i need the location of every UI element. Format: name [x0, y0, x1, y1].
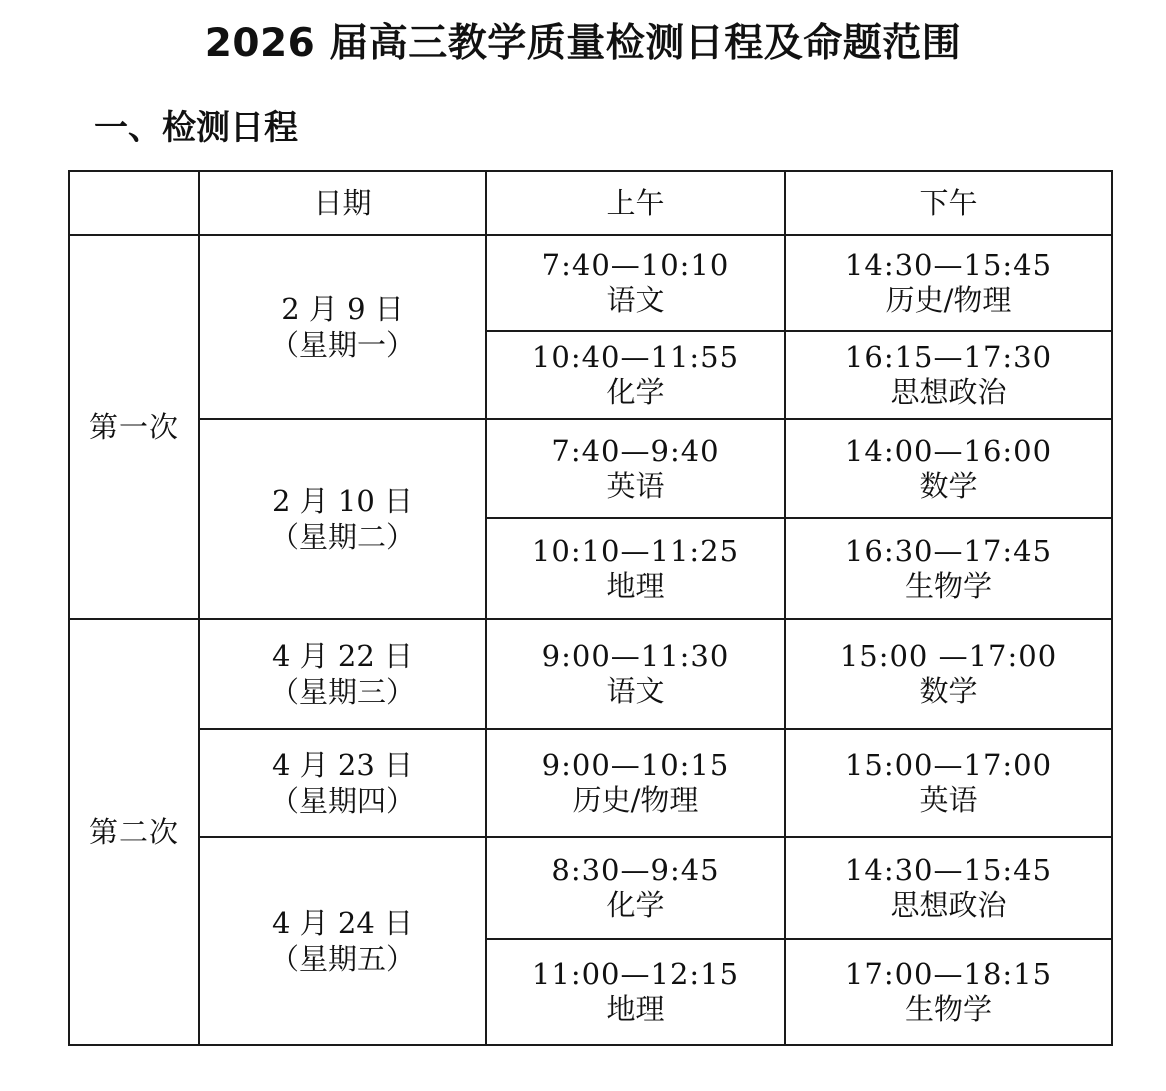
- table-header-row: [69, 171, 1112, 235]
- round-label: 第一次: [88, 409, 179, 444]
- session-subject: 英语: [919, 783, 978, 817]
- afternoon-cell: [785, 837, 1112, 939]
- weekday-text: （星期三）: [269, 674, 415, 709]
- date-cell: [199, 419, 486, 619]
- session-subject: 数学: [919, 674, 978, 708]
- header-date: 日期: [199, 171, 486, 235]
- date-text: 2 月 10 日: [271, 483, 413, 518]
- session-time: 16:30—17:45: [844, 533, 1053, 568]
- table-row: [69, 729, 1112, 837]
- table-row: [69, 419, 1112, 518]
- morning-cell: [486, 518, 785, 619]
- morning-cell: [486, 419, 785, 518]
- session-subject: 语文: [606, 283, 665, 317]
- table-row: [69, 619, 1112, 729]
- afternoon-cell: [785, 235, 1112, 331]
- session-time: 14:00—16:00: [844, 433, 1053, 468]
- session-time: 17:00—18:15: [844, 957, 1053, 991]
- afternoon-cell: [785, 518, 1112, 619]
- table-row: [69, 235, 1112, 331]
- date-text: 4 月 22 日: [271, 638, 413, 673]
- session-subject: 地理: [606, 568, 665, 603]
- session-time: 14:30—15:45: [844, 853, 1053, 887]
- session-time: 15:00—17:00: [844, 748, 1053, 782]
- session-subject: 语文: [606, 674, 665, 708]
- session-subject: 思想政治: [890, 888, 1007, 922]
- morning-cell: [486, 837, 785, 939]
- session-subject: 地理: [606, 992, 665, 1026]
- date-text: 4 月 24 日: [271, 905, 413, 940]
- date-cell: [199, 729, 486, 837]
- afternoon-cell: [785, 619, 1112, 729]
- session-subject: 历史/物理: [885, 283, 1012, 317]
- morning-cell: [486, 939, 785, 1045]
- morning-cell: [486, 235, 785, 331]
- date-cell: [199, 619, 486, 729]
- session-time: 8:30—9:45: [551, 853, 720, 887]
- morning-cell: [486, 729, 785, 837]
- afternoon-cell: [785, 419, 1112, 518]
- session-time: 9:00—11:30: [541, 639, 730, 673]
- session-time: 7:40—10:10: [541, 248, 730, 282]
- table-row: [69, 837, 1112, 939]
- afternoon-cell: [785, 729, 1112, 837]
- weekday-text: （星期二）: [269, 519, 415, 554]
- session-subject: 历史/物理: [572, 783, 699, 817]
- session-time: 15:00 —17:00: [839, 639, 1058, 673]
- header-corner-cell: [69, 171, 199, 235]
- session-time: 11:00—12:15: [531, 957, 740, 991]
- afternoon-cell: [785, 939, 1112, 1045]
- session-time: 7:40—9:40: [551, 433, 720, 468]
- session-subject: 数学: [919, 468, 978, 503]
- session-subject: 英语: [606, 468, 665, 503]
- session-subject: 生物学: [904, 992, 992, 1026]
- session-subject: 化学: [606, 888, 665, 922]
- weekday-text: （星期四）: [269, 783, 415, 818]
- session-time: 16:15—17:30: [844, 340, 1053, 374]
- document-title: 2026 届高三教学质量检测日程及命题范围: [204, 21, 962, 66]
- weekday-text: （星期五）: [269, 941, 415, 976]
- morning-cell: [486, 331, 785, 419]
- weekday-text: （星期一）: [269, 327, 415, 362]
- session-time: 14:30—15:45: [844, 248, 1053, 282]
- session-subject: 思想政治: [890, 375, 1007, 409]
- session-time: 10:40—11:55: [531, 340, 740, 374]
- morning-cell: [486, 619, 785, 729]
- afternoon-cell: [785, 331, 1112, 419]
- date-text: 4 月 23 日: [271, 747, 413, 782]
- header-morning: 上午: [486, 171, 785, 235]
- date-cell: [199, 837, 486, 1045]
- session-subject: 生物学: [904, 568, 992, 603]
- round-label: 第二次: [88, 814, 179, 849]
- section-heading: 一、检测日程: [94, 108, 298, 148]
- session-time: 9:00—10:15: [541, 748, 730, 782]
- round-label-cell: [69, 235, 199, 619]
- date-cell: [199, 235, 486, 419]
- round-label-cell: [69, 619, 199, 1045]
- schedule-table: [68, 170, 1113, 1046]
- session-subject: 化学: [606, 375, 665, 409]
- session-time: 10:10—11:25: [531, 533, 740, 568]
- date-text: 2 月 9 日: [281, 291, 404, 326]
- header-afternoon: 下午: [785, 171, 1112, 235]
